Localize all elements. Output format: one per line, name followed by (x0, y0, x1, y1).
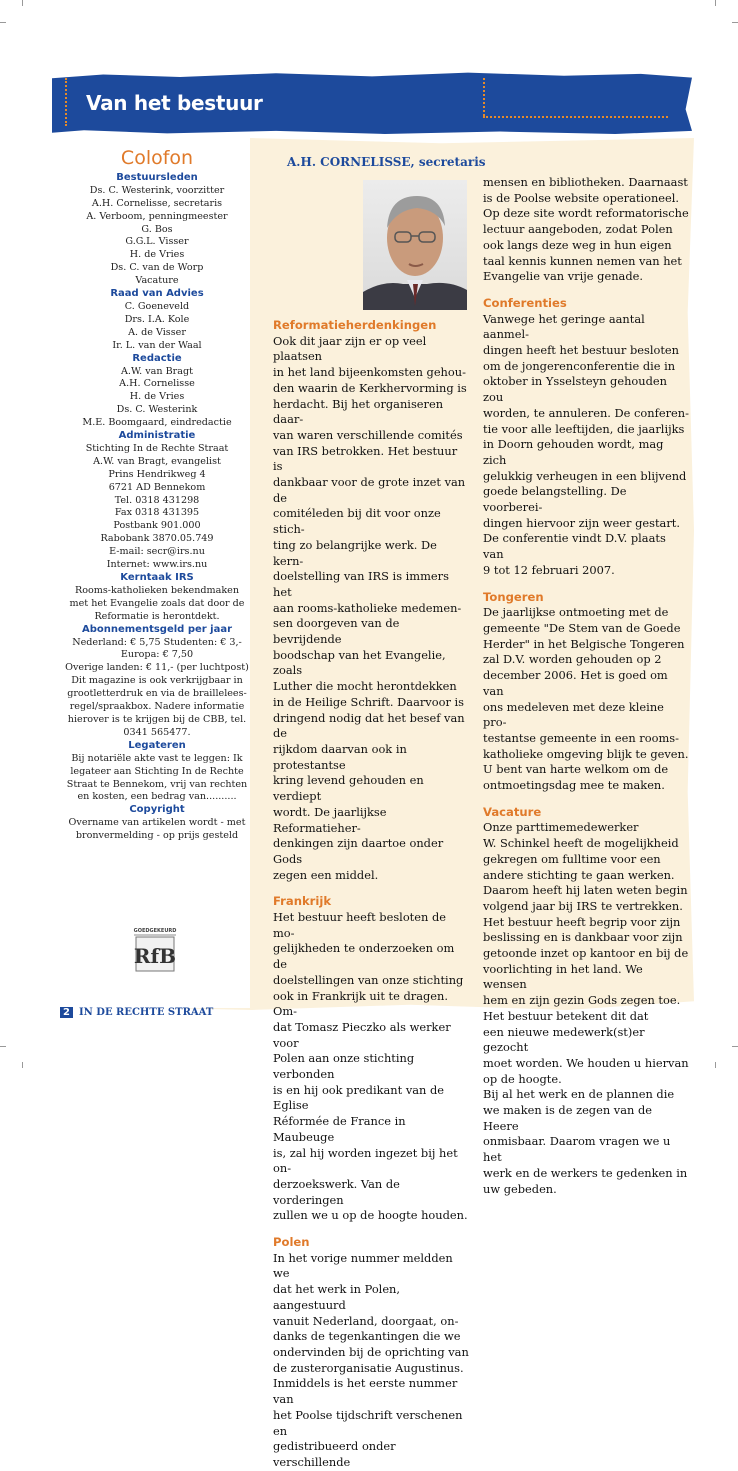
paragraph-line: denkingen zijn daartoe onder Gods (273, 836, 444, 866)
colofon-line: hierover is te krijgen bij de CBB, tel. (67, 713, 247, 725)
colofon-line: regel/spraakbox. Nadere informatie (69, 701, 245, 713)
paragraph-line: gekregen om fulltime voor een (483, 851, 661, 866)
crop-mark (22, 0, 23, 6)
paragraph-line: De conferentie vindt D.V. plaats van (483, 531, 666, 562)
paragraph-line: Daarom heeft hij laten weten begin (483, 883, 688, 898)
paragraph-line: aan rooms-katholieke medemen- (273, 600, 462, 615)
paragraph-line: dankbaar voor de grote inzet van de (273, 475, 466, 505)
paragraph-line: Herder" in het Belgische Tongeren (483, 636, 685, 651)
logo-letters: RfB (133, 944, 177, 968)
paragraph-line: Ook dit jaar zijn er op veel plaatsen (273, 333, 427, 364)
colofon-line: A.H. Cornelisse (119, 378, 195, 390)
colofon-line: Prins Hendrikweg 4 (108, 468, 206, 480)
colofon-line: H. de Vries (129, 249, 185, 261)
paragraph-line: tie voor alle leeftijden, die jaarlijks (483, 421, 685, 436)
author-portrait-photo (363, 180, 467, 310)
section-heading-conferenties: Conferenties (483, 295, 567, 310)
paragraph-line: mensen en bibliotheken. Daarnaast (483, 175, 688, 189)
logo-top-text: GOEDGEKEURD (133, 928, 177, 934)
page-footer (60, 1007, 213, 1018)
paragraph-line: zullen we u op de hoogte houden. (273, 1208, 468, 1223)
colofon-line: Fax 0318 431395 (114, 507, 200, 519)
paragraph-line: Réformée de France in Maubeuge (273, 1114, 406, 1144)
paragraph-line: W. Schinkel heeft de mogelijkheid (483, 836, 679, 851)
paragraph-line: het Poolse tijdschrift verschenen en (273, 1407, 463, 1438)
colofon-line: Postbank 901.000 (113, 520, 201, 532)
paragraph-line: getoonde inzet op kantoor en bij de (483, 946, 689, 961)
colofon (64, 147, 250, 843)
paragraph-line: in Doorn gehouden wordt, mag zich (483, 437, 664, 467)
colofon-line: 6721 AD Bennekom (108, 481, 206, 493)
paragraph-line: oktober in Ysselsteyn gehouden zou (483, 374, 667, 405)
paragraph-line: Polen aan onze stichting verbonden (273, 1051, 415, 1082)
colofon-line: Nederland: € 5,75 Studenten: € 3,- (72, 636, 242, 648)
paragraph-line: is de Poolse website operationeel. (483, 190, 680, 205)
paragraph-line: Het bestuur heeft begrip voor zijn (483, 914, 681, 929)
colofon-line: Tel. 0318 431298 (114, 494, 200, 506)
paragraph-line: gemeente "De Stem van de Goede (483, 620, 681, 635)
colofon-line: met het Evangelie zoals dat door de (69, 597, 245, 609)
paragraph-line: ting zo belangrijke werk. De kern- (273, 537, 437, 568)
paragraph-line: is, zal hij worden ingezet bij het on- (273, 1145, 458, 1176)
paragraph-line: in de Heilige Schrift. Daarvoor is (273, 694, 465, 709)
section-heading-frankrijk: Frankrijk (273, 894, 332, 909)
colofon-line: Ds. C. van de Worp (110, 262, 204, 274)
colofon-heading-raad: Raad van Advies (110, 288, 204, 300)
paragraph-line: gelijkheden te onderzoeken om de (273, 941, 455, 972)
page-title: Van het bestuur (86, 91, 263, 115)
paragraph-line: op de hoogte. (483, 1071, 562, 1086)
paragraph-line: ons medeleven met deze kleine pro- (483, 699, 664, 730)
paragraph-line: ondervinden bij de oprichting van (273, 1345, 469, 1359)
paragraph-line: beslissing en is dankbaar voor zijn (483, 930, 683, 945)
paragraph-line: een nieuwe medewerk(st)er gezocht (483, 1024, 645, 1055)
colofon-line: H. de Vries (129, 391, 185, 403)
paragraph-line: van IRS betrokken. Het bestuur is (273, 443, 458, 474)
paragraph-line: werk en de werkers te gedenken in (483, 1165, 688, 1180)
colofon-heading-administratie: Administratie (118, 430, 196, 442)
header-dots-left (65, 78, 67, 126)
paragraph-line: Inmiddels is het eerste nummer van (273, 1376, 458, 1407)
crop-mark (732, 22, 738, 23)
paragraph-line: om de jongerenconferentie die in (483, 358, 676, 373)
colofon-line: G.G.L. Visser (125, 236, 189, 248)
colofon-line: M.E. Boomgaard, eindredactie (82, 417, 232, 429)
paragraph-line: herdacht. Bij het organiseren daar- (273, 396, 444, 427)
page-number: 2 (60, 1007, 73, 1018)
paragraph-line: dat het werk in Polen, aangestuurd (273, 1282, 401, 1312)
section-heading-tongeren: Tongeren (483, 589, 544, 604)
paragraph-line: in het land bijeenkomsten gehou- (273, 365, 466, 380)
paragraph-line: hem en zijn gezin Gods zegen toe. (483, 993, 681, 1008)
paragraph-line: goede belangstelling. De voorberei- (483, 484, 627, 515)
colofon-website[interactable]: Internet: www.irs.nu (106, 559, 208, 571)
paragraph-line: december 2006. Het is goed om van (483, 668, 668, 698)
colofon-line: Overige landen: € 11,- (per luchtpost) (65, 662, 249, 674)
colofon-title: Colofon (120, 147, 194, 169)
colofon-line: Straat te Bennekom, vrij van rechten (66, 778, 248, 790)
colofon-email[interactable]: E-mail: secr@irs.nu (109, 546, 205, 558)
colofon-line: Ds. C. Westerink, voorzitter (89, 184, 225, 196)
paragraph-line: van waren verschillende comités (273, 427, 463, 442)
paragraph-line: Op deze site wordt reformatorische (483, 206, 689, 221)
colofon-line: Drs. I.A. Kole (124, 313, 190, 325)
colofon-line: A.W. van Bragt (121, 365, 193, 377)
crop-mark (715, 1062, 716, 1068)
colofon-line: Bij notariële akte vast te leggen: Ik (71, 752, 243, 764)
paragraph-line: zal D.V. worden gehouden op 2 (483, 652, 662, 667)
colofon-line: bronvermelding - op prijs gesteld (75, 830, 239, 842)
paragraph-line: onmisbaar. Daarom vragen we u het (483, 1134, 671, 1165)
colofon-line: A. de Visser (128, 326, 186, 338)
paragraph-line: Onze parttimemedewerker (483, 820, 639, 835)
colofon-line: Overname van artikelen wordt - met (68, 817, 246, 829)
paragraph-line: Vanwege het geringe aantal aanmel- (483, 311, 645, 342)
paragraph-line: In het vorige nummer meldden we (273, 1250, 453, 1281)
paragraph-line: zegen een middel. (273, 867, 379, 882)
colofon-line: Reformatie is herontdekt. (94, 610, 220, 622)
paragraph-line: volgend jaar bij IRS te vertrekken. (483, 898, 683, 913)
colofon-heading-abonnement: Abonnementsgeld per jaar (81, 623, 233, 635)
colofon-line: Ir. L. van der Waal (112, 339, 202, 351)
paragraph-line: danks de tegenkantingen die we (273, 1329, 461, 1344)
crop-mark (732, 1046, 738, 1047)
paragraph-line: Het bestuur betekent dit dat (483, 1008, 649, 1023)
crop-mark (22, 1062, 23, 1068)
article-column-left (273, 318, 469, 1471)
section-heading-polen: Polen (273, 1235, 310, 1250)
paragraph-line: taal kennis kunnen nemen van het (483, 253, 682, 268)
colofon-line: grootletterdruk en via de braillelees- (67, 688, 247, 700)
paragraph-line: wordt. De jaarlijkse Reformatieher- (273, 804, 387, 835)
paragraph-line: boodschap van het Evangelie, zoals (273, 647, 446, 678)
colofon-line: Ds. C. Westerink (116, 404, 198, 416)
paragraph-line: sen doorgeven van de bevrijdende (273, 616, 400, 647)
paragraph-line: andere stichting te gaan werken. (483, 867, 675, 882)
section-heading-reformatie: Reformatieherdenkingen (273, 318, 437, 332)
colofon-line: A.W. van Bragt, evangelist (93, 455, 221, 467)
paragraph-line: dringend nodig dat het besef van de (273, 710, 465, 741)
paragraph-line: dat Tomasz Pieczko als werker voor (273, 1019, 451, 1050)
colofon-line: G. Bos (141, 223, 173, 235)
colofon-line: A.H. Cornelisse, secretaris (91, 197, 223, 209)
paragraph-line: testantse gemeente in een rooms- (483, 730, 679, 745)
paragraph-line: De jaarlijkse ontmoeting met de (483, 605, 669, 620)
colofon-heading-kerntaak: Kerntaak IRS (120, 572, 194, 583)
paragraph-line: gelukkig verheugen in een blijvend (483, 468, 687, 483)
paragraph-line: ook langs deze weg in hun eigen (483, 237, 672, 252)
paragraph-line: kring levend gehouden en verdiept (273, 773, 424, 804)
header-dots-right-vertical (483, 78, 485, 116)
paragraph-line: den waarin de Kerkhervorming is (273, 380, 467, 395)
rfb-approved-logo (130, 925, 180, 975)
article-byline: A.H. CORNELISSE, secretaris (287, 155, 486, 169)
paragraph-line: Het bestuur heeft besloten de mo- (273, 910, 446, 940)
paragraph-line: doelstellingen van onze stichting (273, 972, 464, 987)
paragraph-line: derzoekswerk. Van de vorderingen (273, 1176, 400, 1207)
colofon-line: Rooms-katholieken bekendmaken (74, 584, 240, 596)
article-column-right (483, 175, 689, 1197)
colofon-heading-redactie: Redactie (132, 352, 182, 364)
colofon-heading-legateren: Legateren (128, 739, 186, 751)
paragraph-line: worden, te annuleren. De conferen- (483, 405, 689, 420)
paragraph-line: voorlichting in het land. We wensen (483, 961, 643, 992)
paragraph-line: ontmoetingsdag mee te maken. (483, 778, 665, 793)
paragraph-line: uw gebeden. (483, 1181, 557, 1196)
colofon-line: C. Goeneveld (124, 300, 190, 312)
paragraph-line: comitéleden bij dit voor onze stich- (273, 506, 441, 537)
paragraph-line: 9 tot 12 februari 2007. (483, 562, 615, 577)
colofon-line: Stichting In de Rechte Straat (85, 442, 229, 454)
paragraph-line: ook in Frankrijk uit te dragen. Om- (273, 988, 448, 1019)
crop-mark (715, 0, 716, 6)
colofon-line: Dit magazine is ook verkrijgbaar in (71, 675, 243, 687)
colofon-heading-bestuursleden: Bestuursleden (116, 171, 198, 183)
paragraph-line: doelstelling van IRS is immers het (273, 569, 449, 599)
paragraph-line: Bij al het werk en de plannen die (483, 1087, 675, 1102)
colofon-line: Rabobank 3870.05.749 (100, 533, 214, 545)
colofon-line: legateer aan Stichting In de Rechte (70, 765, 244, 777)
section-heading-vacature: Vacature (483, 804, 542, 819)
paragraph-line: Evangelie van vrije genade. (483, 269, 643, 284)
paragraph-line: vanuit Nederland, doorgaat, on- (273, 1313, 459, 1328)
crop-mark (0, 22, 6, 23)
colofon-line: Vacature (135, 275, 179, 287)
paragraph-line: dingen heeft het bestuur besloten (483, 343, 679, 358)
colofon-line: Europa: € 7,50 (120, 649, 194, 661)
magazine-name: IN DE RECHTE STRAAT (78, 1007, 214, 1018)
colofon-line: A. Verboom, penningmeester (86, 210, 228, 222)
paragraph-line: lectuur aangeboden, zodat Polen (483, 222, 673, 237)
colofon-line: 0341 565477. (123, 726, 191, 738)
paragraph-line: Luther die mocht herontdekken (273, 679, 457, 694)
paragraph-line: we maken is de zegen van de Heere (483, 1103, 653, 1133)
paragraph-line: gedistribueerd onder verschillende (273, 1439, 396, 1469)
header-dots-right-horizontal (483, 116, 668, 118)
paragraph-line: rijkdom daarvan ook in protestantse (273, 741, 407, 772)
paragraph-line: U bent van harte welkom om de (483, 762, 669, 777)
paragraph-line: is en hij ook predikant van de Eglise (273, 1082, 445, 1113)
colofon-line: en kosten, een bedrag van.......... (77, 791, 237, 803)
colofon-heading-copyright: Copyright (129, 804, 185, 816)
paragraph-line: dingen hiervoor zijn weer gestart. (483, 515, 680, 530)
paragraph-line: katholieke omgeving blijk te geven. (483, 746, 689, 761)
crop-mark (0, 1046, 6, 1047)
paragraph-line: moet worden. We houden u hiervan (483, 1055, 689, 1070)
paragraph-line: de zusterorganisatie Augustinus. (273, 1360, 464, 1375)
